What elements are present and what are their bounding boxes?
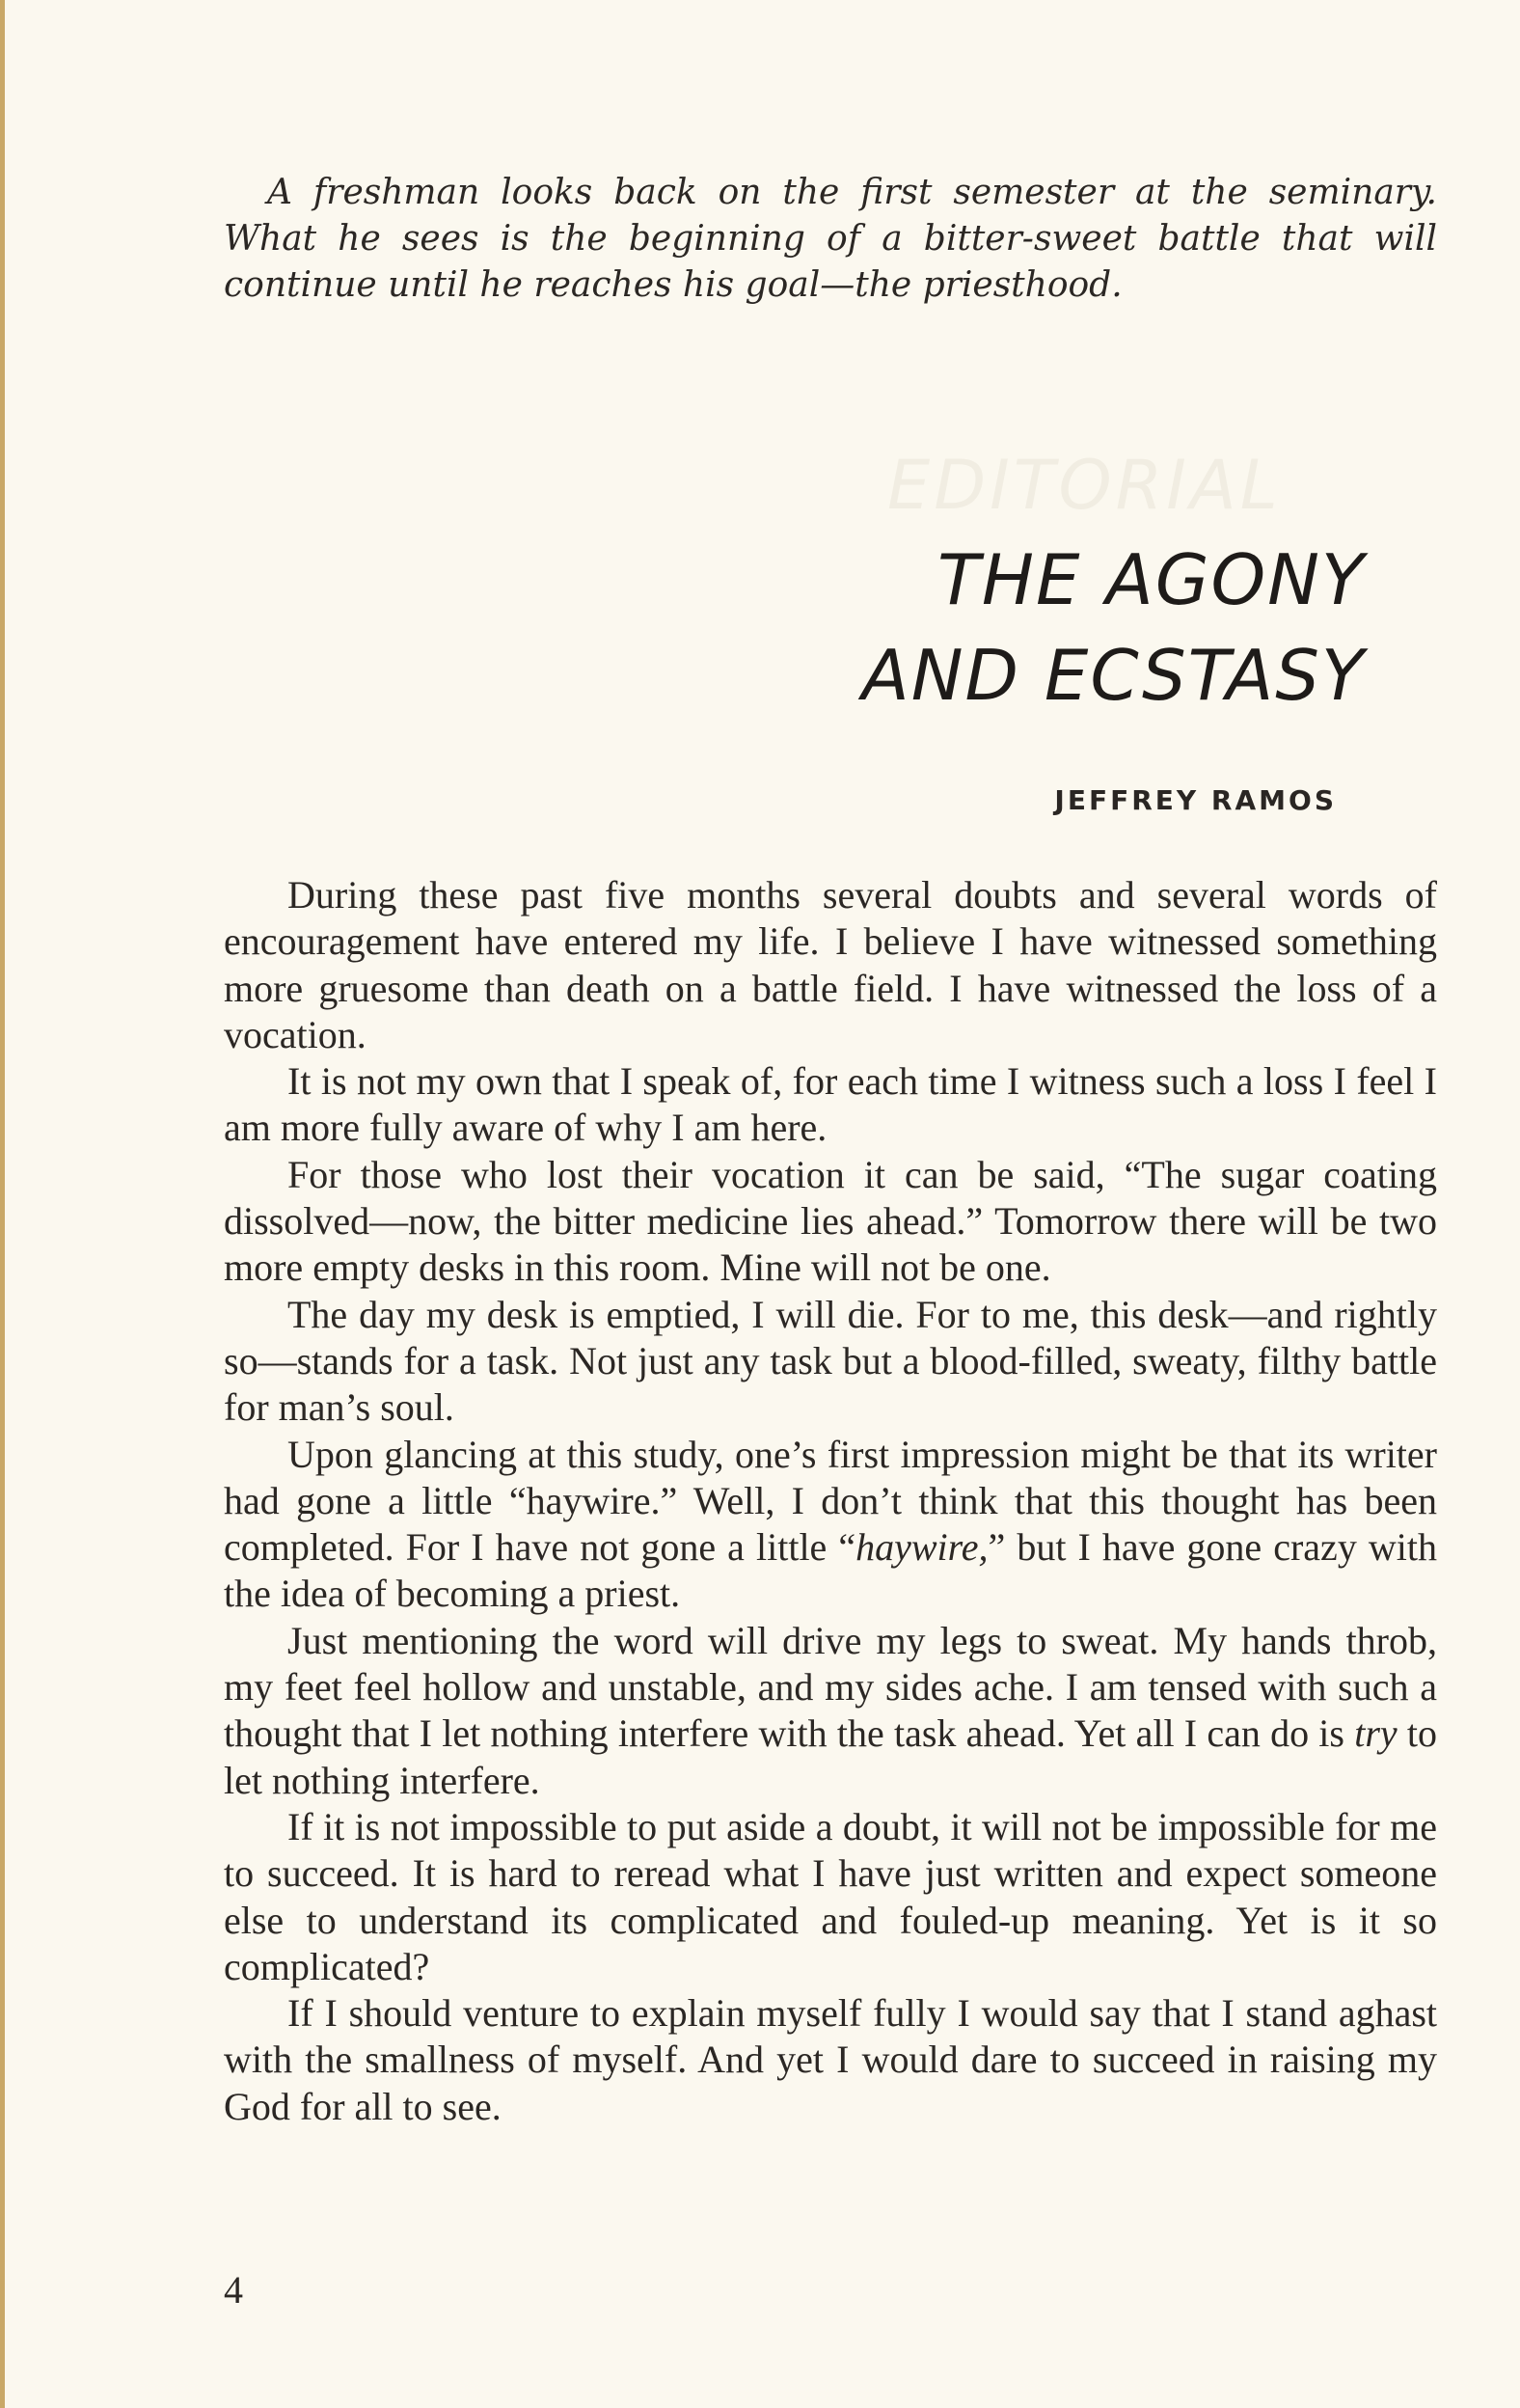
title-line-2: AND ECSTASY — [861, 635, 1366, 716]
paragraph-text: to let nothing interfere. — [224, 1711, 1437, 1802]
emphasis: try — [1354, 1711, 1398, 1756]
article-body — [224, 872, 1437, 2130]
paragraph-text: ” but I have gone crazy with the idea of becoming a priest. — [224, 1525, 1437, 1616]
title-line-1: THE AGONY — [936, 539, 1366, 620]
paragraph: For those who lost their vocation it can be said, “The sugar coating dissolved—now, the bitter medicine lies ahead.” Tomorrow there will be two more empty desks in this room. Mine will not be one. — [224, 1152, 1437, 1290]
intro-deck — [224, 170, 1437, 309]
paragraph: It is not my own that I speak of, for each time I witness such a loss I feel I am more fully aware of why I am here. — [224, 1059, 1437, 1150]
paragraph: If I should venture to explain myself fully I would say that I stand aghast with the smallness of myself. And yet I would dare to succeed in raising my God for all to see. — [224, 1991, 1437, 2128]
paragraph: If it is not impossible to put aside a doubt, it will not be impossible for me to succeed. It is hard to reread what I have just written and expect someone else to understand its complicated and fouled-up meaning. Yet is it so complicated? — [224, 1804, 1437, 1988]
article-title — [861, 533, 1366, 724]
paragraph: During these past five months several doubts and several words of encouragement have entered my life. I believe I have witnessed something more gruesome than death on a battle field. I have witnessed the loss of a vocation. — [224, 873, 1437, 1056]
show-through-text: EDITORIAL — [887, 446, 1282, 525]
emphasis: haywire, — [855, 1525, 989, 1570]
paragraph-text: Just mentioning the word will drive my legs to sweat. My hands throb, my feet feel hollow and unstable, and my sides ache. I am tensed with such a thought that I let nothing interfere with the task ahead. Yet all I can do is — [224, 1618, 1437, 1756]
paragraph — [224, 1432, 1437, 1618]
paragraph-text: Upon glancing at this study, one’s first impression might be that its writer had gone a little “haywire.” Well, I don’t think that this thought has been completed. For I have not gone a little “ — [224, 1432, 1437, 1570]
page-binding-edge — [0, 0, 5, 2408]
author-byline: JEFFREY RAMOS — [1054, 784, 1337, 816]
intro-text: A freshman looks back on the first semester at the seminary. What he sees is the beginning of a bitter-sweet battle that will continue until he reaches his goal—the priesthood. — [224, 173, 1437, 305]
paragraph — [224, 1618, 1437, 1804]
paragraph: The day my desk is emptied, I will die. For to me, this desk—and rightly so—stands for a task. Not just any task but a blood-filled, sweaty, filthy battle for man’s soul. — [224, 1292, 1437, 1430]
page-number: 4 — [224, 2268, 243, 2312]
